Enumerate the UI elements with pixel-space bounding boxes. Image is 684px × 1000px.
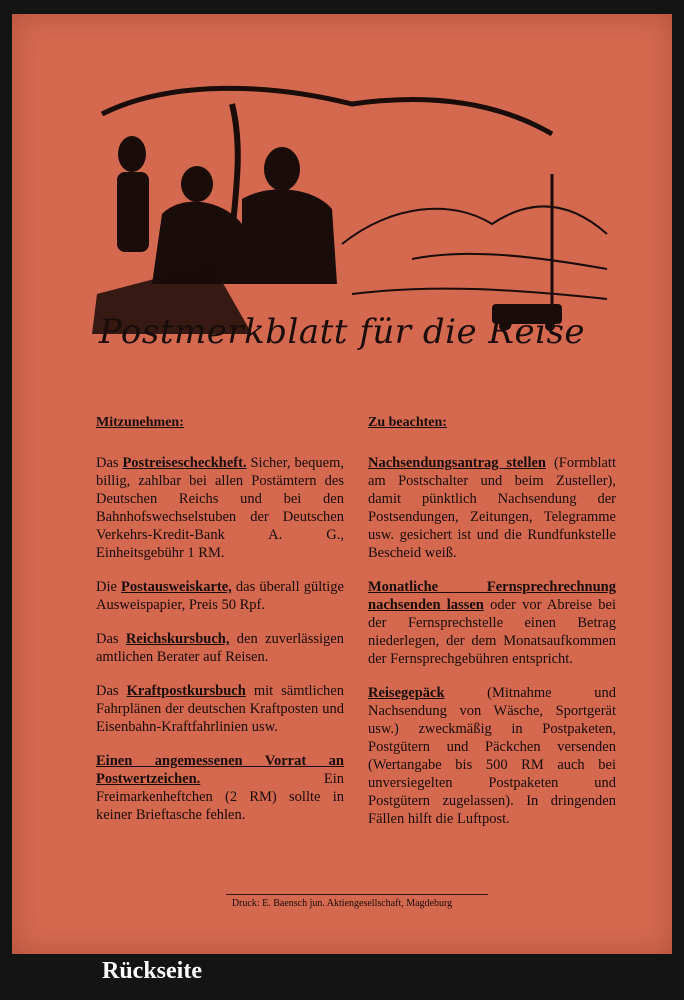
item-keyword: Reisegepäck	[368, 685, 445, 701]
brochure-page	[12, 14, 672, 954]
left-item-4	[96, 752, 344, 824]
item-keyword: Nachsendungsantrag stellen	[368, 455, 546, 471]
item-text: (Mitnahme und Nachsendung von Wäsche, Sportgerät usw.) zweckmäßig in Postpaketen, Postgütern und Päckchen versenden (Wertangabe bis 500 RM auch bei unversiegelten Postpaketen und Postgütern zugelassen). In dringenden Fällen hilft die Luftpost.	[368, 685, 616, 827]
item-keyword: Reichskursbuch,	[125, 631, 230, 647]
left-column	[96, 414, 344, 840]
right-item-2	[368, 684, 616, 828]
caption-label: Rückseite	[102, 958, 202, 984]
item-text: Sicher, bequem, billig, zahlbar bei allen Postämtern des Deutschen Reichs und bei den Bahnhofswechselstuben der Deutschen Verkehrs-Kredit-Bank A. G., Einheitsgebühr 1 RM.	[96, 455, 344, 561]
item-lead: Das	[96, 683, 127, 699]
item-lead: Das	[96, 455, 123, 471]
item-text: (Formblatt am Postschalter und beim Zusteller), damit pünktlich Nachsendung der Postsendungen, Zeitungen, Telegramme usw. gesichert ist und die Rundfunkstelle Bescheid weiß.	[368, 455, 616, 561]
item-lead: Das	[96, 631, 126, 647]
item-text: Ein Freimarkenheftchen (2 RM) sollte in keiner Brieftasche fehlen.	[96, 771, 344, 823]
left-heading: Mitzunehmen:	[96, 415, 184, 430]
item-text: oder vor Abreise bei der Fernsprechstelle einen Betrag niederlegen, der dem Monatsaufkommen der Fernsprechgebühren entspricht.	[368, 597, 616, 667]
item-text: mit sämtlichen Fahrplänen der deutschen Kraftposten und Eisenbahn-Kraftfahrlinien usw.	[96, 683, 344, 735]
item-keyword: Postausweiskarte,	[121, 579, 232, 595]
item-keyword: Postreisescheckheft.	[122, 455, 247, 471]
footer-rule	[226, 894, 488, 895]
left-item-3	[96, 682, 344, 736]
item-text: das überall gültige Ausweispapier, Preis 50 Rpf.	[96, 579, 344, 613]
item-text: den zuverlässigen amtlichen Berater auf Reisen.	[96, 631, 344, 665]
left-item-2	[96, 630, 344, 666]
item-keyword: Einen angemessenen Vorrat an Postwertzeichen.	[96, 753, 344, 787]
item-keyword: Monatliche Fernsprechrechnung nachsenden lassen	[368, 579, 616, 613]
item-keyword: Kraftpostkursbuch	[126, 683, 246, 699]
page-title: Postmerkblatt für die Reise	[98, 312, 586, 352]
left-item-1	[96, 578, 344, 614]
printer-footer: Druck: E. Baensch jun. Aktiengesellschaft, Magdeburg	[231, 898, 453, 909]
left-item-0	[96, 454, 344, 562]
travel-illustration	[92, 84, 612, 334]
right-item-0	[368, 454, 616, 562]
right-heading: Zu beachten:	[368, 415, 447, 430]
item-lead: Die	[96, 579, 122, 595]
right-item-1	[368, 578, 616, 668]
right-column	[368, 414, 616, 844]
